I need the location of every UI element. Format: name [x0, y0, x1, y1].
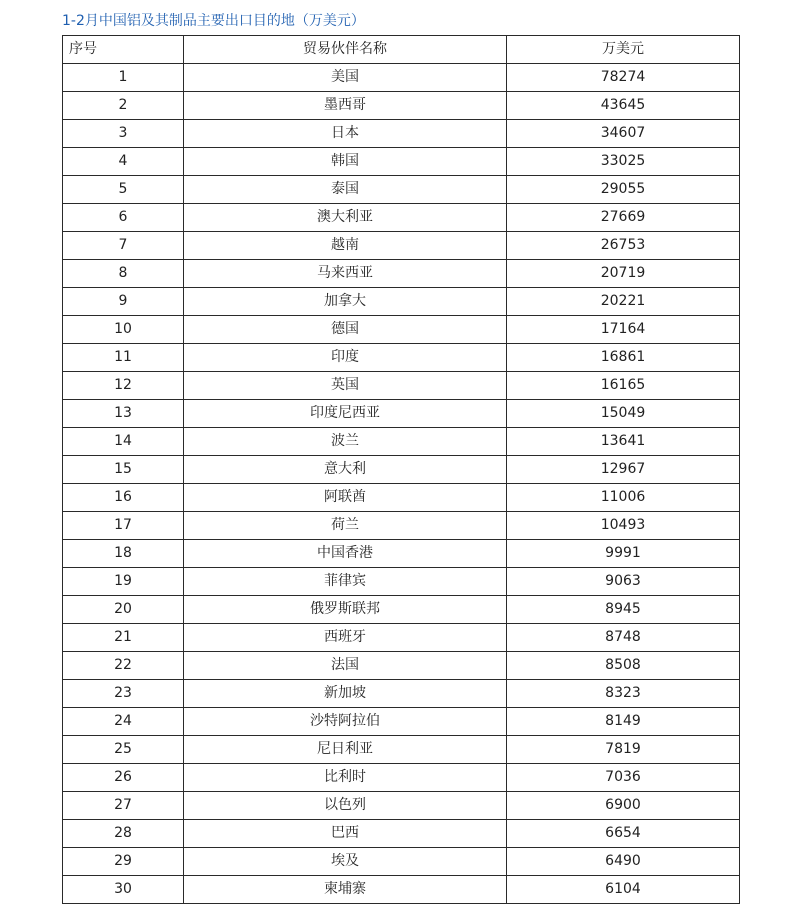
- cell-partner-name: 波兰: [184, 428, 507, 456]
- cell-value: 15049: [507, 400, 740, 428]
- table-row: [63, 288, 740, 316]
- cell-partner-name: 马来西亚: [184, 260, 507, 288]
- cell-value: 7819: [507, 736, 740, 764]
- cell-index: 4: [63, 148, 184, 176]
- cell-partner-name: 越南: [184, 232, 507, 260]
- cell-index: 26: [63, 764, 184, 792]
- cell-value: 13641: [507, 428, 740, 456]
- table-row: [63, 876, 740, 904]
- table-row: [63, 680, 740, 708]
- cell-index: 10: [63, 316, 184, 344]
- cell-value: 29055: [507, 176, 740, 204]
- table-row: [63, 344, 740, 372]
- cell-index: 23: [63, 680, 184, 708]
- cell-index: 7: [63, 232, 184, 260]
- cell-value: 8945: [507, 596, 740, 624]
- cell-value: 9991: [507, 540, 740, 568]
- cell-partner-name: 新加坡: [184, 680, 507, 708]
- cell-partner-name: 尼日利亚: [184, 736, 507, 764]
- table-row: [63, 400, 740, 428]
- cell-value: 43645: [507, 92, 740, 120]
- cell-index: 3: [63, 120, 184, 148]
- cell-value: 16165: [507, 372, 740, 400]
- cell-partner-name: 沙特阿拉伯: [184, 708, 507, 736]
- table-row: [63, 848, 740, 876]
- table-row: [63, 792, 740, 820]
- cell-index: 17: [63, 512, 184, 540]
- cell-value: 8323: [507, 680, 740, 708]
- cell-partner-name: 柬埔寨: [184, 876, 507, 904]
- table-row: [63, 92, 740, 120]
- cell-index: 15: [63, 456, 184, 484]
- cell-index: 8: [63, 260, 184, 288]
- cell-partner-name: 比利时: [184, 764, 507, 792]
- table-row: [63, 708, 740, 736]
- table-row: [63, 568, 740, 596]
- table-row: [63, 372, 740, 400]
- header-index: 序号: [63, 36, 184, 64]
- table-row: [63, 512, 740, 540]
- cell-value: 9063: [507, 568, 740, 596]
- table-row: [63, 64, 740, 92]
- table-row: [63, 148, 740, 176]
- table-row: [63, 624, 740, 652]
- table-row: [63, 540, 740, 568]
- cell-value: 6900: [507, 792, 740, 820]
- cell-partner-name: 荷兰: [184, 512, 507, 540]
- cell-partner-name: 法国: [184, 652, 507, 680]
- table-row: [63, 652, 740, 680]
- cell-partner-name: 菲律宾: [184, 568, 507, 596]
- cell-index: 11: [63, 344, 184, 372]
- table-header: [63, 36, 740, 64]
- export-destinations-table: [62, 35, 740, 904]
- cell-partner-name: 英国: [184, 372, 507, 400]
- cell-index: 16: [63, 484, 184, 512]
- cell-index: 14: [63, 428, 184, 456]
- cell-index: 2: [63, 92, 184, 120]
- cell-partner-name: 巴西: [184, 820, 507, 848]
- cell-value: 11006: [507, 484, 740, 512]
- cell-value: 8149: [507, 708, 740, 736]
- table-row: [63, 484, 740, 512]
- cell-index: 22: [63, 652, 184, 680]
- cell-partner-name: 加拿大: [184, 288, 507, 316]
- cell-partner-name: 韩国: [184, 148, 507, 176]
- cell-index: 13: [63, 400, 184, 428]
- cell-value: 16861: [507, 344, 740, 372]
- cell-value: 6104: [507, 876, 740, 904]
- cell-index: 12: [63, 372, 184, 400]
- cell-value: 6490: [507, 848, 740, 876]
- header-partner-name: 贸易伙伴名称: [184, 36, 507, 64]
- cell-partner-name: 阿联酋: [184, 484, 507, 512]
- cell-partner-name: 中国香港: [184, 540, 507, 568]
- cell-value: 26753: [507, 232, 740, 260]
- cell-partner-name: 以色列: [184, 792, 507, 820]
- cell-partner-name: 西班牙: [184, 624, 507, 652]
- cell-partner-name: 印度尼西亚: [184, 400, 507, 428]
- cell-value: 34607: [507, 120, 740, 148]
- table-row: [63, 204, 740, 232]
- table-row: [63, 456, 740, 484]
- cell-index: 5: [63, 176, 184, 204]
- cell-value: 12967: [507, 456, 740, 484]
- cell-value: 8508: [507, 652, 740, 680]
- cell-index: 25: [63, 736, 184, 764]
- table-caption: 1-2月中国铝及其制品主要出口目的地（万美元）: [62, 13, 365, 29]
- cell-value: 20221: [507, 288, 740, 316]
- table-body: [63, 64, 740, 904]
- table-row: [63, 316, 740, 344]
- cell-index: 30: [63, 876, 184, 904]
- cell-partner-name: 印度: [184, 344, 507, 372]
- table-row: [63, 176, 740, 204]
- cell-partner-name: 埃及: [184, 848, 507, 876]
- cell-partner-name: 俄罗斯联邦: [184, 596, 507, 624]
- cell-index: 28: [63, 820, 184, 848]
- table-row: [63, 232, 740, 260]
- header-value-usd: 万美元: [507, 36, 740, 64]
- cell-index: 27: [63, 792, 184, 820]
- cell-value: 27669: [507, 204, 740, 232]
- cell-value: 78274: [507, 64, 740, 92]
- cell-index: 29: [63, 848, 184, 876]
- table-row: [63, 764, 740, 792]
- table-row: [63, 120, 740, 148]
- cell-index: 24: [63, 708, 184, 736]
- cell-partner-name: 墨西哥: [184, 92, 507, 120]
- table-row: [63, 596, 740, 624]
- table-row: [63, 820, 740, 848]
- cell-index: 6: [63, 204, 184, 232]
- cell-value: 20719: [507, 260, 740, 288]
- cell-partner-name: 美国: [184, 64, 507, 92]
- table-row: [63, 428, 740, 456]
- cell-index: 9: [63, 288, 184, 316]
- cell-index: 1: [63, 64, 184, 92]
- cell-index: 18: [63, 540, 184, 568]
- cell-partner-name: 德国: [184, 316, 507, 344]
- cell-value: 8748: [507, 624, 740, 652]
- cell-value: 10493: [507, 512, 740, 540]
- table-row: [63, 736, 740, 764]
- cell-index: 20: [63, 596, 184, 624]
- cell-index: 21: [63, 624, 184, 652]
- cell-partner-name: 泰国: [184, 176, 507, 204]
- cell-partner-name: 澳大利亚: [184, 204, 507, 232]
- table-row: [63, 260, 740, 288]
- cell-index: 19: [63, 568, 184, 596]
- cell-value: 33025: [507, 148, 740, 176]
- cell-value: 7036: [507, 764, 740, 792]
- cell-value: 6654: [507, 820, 740, 848]
- cell-partner-name: 日本: [184, 120, 507, 148]
- cell-partner-name: 意大利: [184, 456, 507, 484]
- header-row: [63, 36, 740, 64]
- cell-value: 17164: [507, 316, 740, 344]
